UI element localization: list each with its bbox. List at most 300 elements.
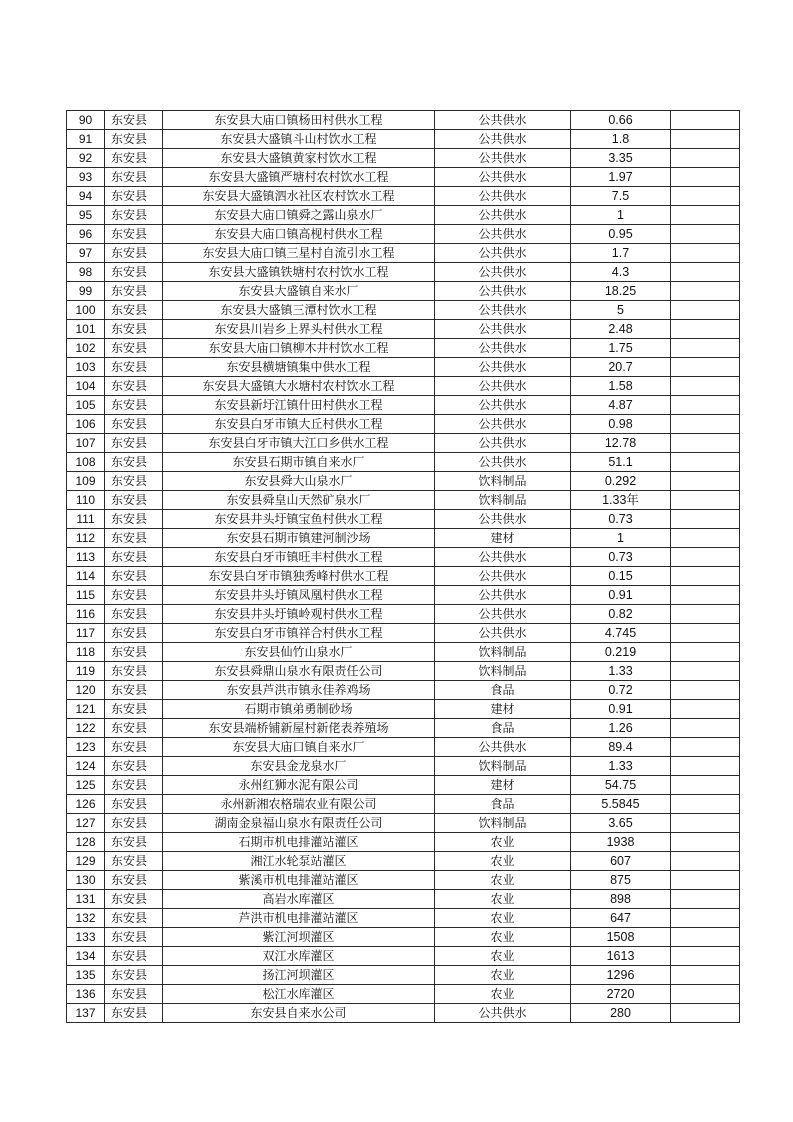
- project-name-cell: 东安县大庙口镇三星村自流引水工程: [163, 244, 435, 263]
- table-body: [67, 111, 740, 1023]
- table-row: [67, 244, 740, 263]
- project-name-cell: 东安县芦洪市镇永佳养鸡场: [163, 681, 435, 700]
- project-name-cell: 东安县大盛镇铁塘村农村饮水工程: [163, 263, 435, 282]
- usage-type-cell: 公共供水: [435, 206, 571, 225]
- value-cell: 0.73: [571, 510, 671, 529]
- project-name-cell: 东安县川岩乡上界头村供水工程: [163, 320, 435, 339]
- project-name-cell: 东安县石期市镇自来水厂: [163, 453, 435, 472]
- county-cell: 东安县: [105, 890, 163, 909]
- row-number-cell: 99: [67, 282, 105, 301]
- row-number-cell: 129: [67, 852, 105, 871]
- table-row: [67, 529, 740, 548]
- table-row: [67, 909, 740, 928]
- usage-type-cell: 公共供水: [435, 396, 571, 415]
- project-name-cell: 湖南金泉福山泉水有限责任公司: [163, 814, 435, 833]
- value-cell: 1.26: [571, 719, 671, 738]
- table-row: [67, 586, 740, 605]
- table-row: [67, 187, 740, 206]
- value-cell: 1.7: [571, 244, 671, 263]
- value-cell: 51.1: [571, 453, 671, 472]
- row-number-cell: 118: [67, 643, 105, 662]
- project-name-cell: 东安县端桥铺新屋村新佬表养殖场: [163, 719, 435, 738]
- note-cell: [671, 453, 740, 472]
- usage-type-cell: 饮料制品: [435, 491, 571, 510]
- value-cell: 0.72: [571, 681, 671, 700]
- project-name-cell: 东安县井头圩镇宝鱼村供水工程: [163, 510, 435, 529]
- project-name-cell: 紫江河坝灌区: [163, 928, 435, 947]
- row-number-cell: 95: [67, 206, 105, 225]
- value-cell: 1: [571, 206, 671, 225]
- usage-type-cell: 农业: [435, 890, 571, 909]
- usage-type-cell: 公共供水: [435, 434, 571, 453]
- row-number-cell: 102: [67, 339, 105, 358]
- county-cell: 东安县: [105, 510, 163, 529]
- value-cell: 0.95: [571, 225, 671, 244]
- county-cell: 东安县: [105, 453, 163, 472]
- note-cell: [671, 510, 740, 529]
- usage-type-cell: 公共供水: [435, 453, 571, 472]
- value-cell: 1.33: [571, 662, 671, 681]
- table-row: [67, 700, 740, 719]
- note-cell: [671, 567, 740, 586]
- row-number-cell: 96: [67, 225, 105, 244]
- county-cell: 东安县: [105, 415, 163, 434]
- project-name-cell: 东安县舜皇山天然矿泉水厂: [163, 491, 435, 510]
- value-cell: 1.58: [571, 377, 671, 396]
- value-cell: 7.5: [571, 187, 671, 206]
- table-row: [67, 548, 740, 567]
- usage-type-cell: 食品: [435, 795, 571, 814]
- project-name-cell: 东安县石期市镇建河制沙场: [163, 529, 435, 548]
- note-cell: [671, 491, 740, 510]
- value-cell: 280: [571, 1004, 671, 1023]
- value-cell: 2720: [571, 985, 671, 1004]
- value-cell: 0.292: [571, 472, 671, 491]
- note-cell: [671, 700, 740, 719]
- note-cell: [671, 909, 740, 928]
- row-number-cell: 119: [67, 662, 105, 681]
- value-cell: 0.15: [571, 567, 671, 586]
- value-cell: 647: [571, 909, 671, 928]
- note-cell: [671, 377, 740, 396]
- county-cell: 东安县: [105, 358, 163, 377]
- project-name-cell: 东安县大庙口镇柳木井村饮水工程: [163, 339, 435, 358]
- usage-type-cell: 公共供水: [435, 168, 571, 187]
- row-number-cell: 134: [67, 947, 105, 966]
- value-cell: 3.65: [571, 814, 671, 833]
- table-row: [67, 415, 740, 434]
- row-number-cell: 130: [67, 871, 105, 890]
- usage-type-cell: 公共供水: [435, 377, 571, 396]
- usage-type-cell: 公共供水: [435, 605, 571, 624]
- table-row: [67, 928, 740, 947]
- usage-type-cell: 农业: [435, 871, 571, 890]
- value-cell: 4.745: [571, 624, 671, 643]
- row-number-cell: 92: [67, 149, 105, 168]
- row-number-cell: 116: [67, 605, 105, 624]
- value-cell: 89.4: [571, 738, 671, 757]
- row-number-cell: 115: [67, 586, 105, 605]
- county-cell: 东安县: [105, 206, 163, 225]
- row-number-cell: 103: [67, 358, 105, 377]
- usage-type-cell: 食品: [435, 681, 571, 700]
- value-cell: 1.8: [571, 130, 671, 149]
- note-cell: [671, 605, 740, 624]
- usage-type-cell: 公共供水: [435, 225, 571, 244]
- row-number-cell: 93: [67, 168, 105, 187]
- usage-type-cell: 公共供水: [435, 358, 571, 377]
- county-cell: 东安县: [105, 833, 163, 852]
- table-row: [67, 776, 740, 795]
- value-cell: 4.3: [571, 263, 671, 282]
- county-cell: 东安县: [105, 472, 163, 491]
- county-cell: 东安县: [105, 567, 163, 586]
- note-cell: [671, 415, 740, 434]
- row-number-cell: 122: [67, 719, 105, 738]
- usage-type-cell: 公共供水: [435, 111, 571, 130]
- row-number-cell: 111: [67, 510, 105, 529]
- note-cell: [671, 225, 740, 244]
- project-name-cell: 双江水库灌区: [163, 947, 435, 966]
- usage-type-cell: 公共供水: [435, 586, 571, 605]
- table-row: [67, 225, 740, 244]
- county-cell: 东安县: [105, 776, 163, 795]
- usage-type-cell: 公共供水: [435, 244, 571, 263]
- note-cell: [671, 776, 740, 795]
- project-name-cell: 东安县大盛镇严塘村农村饮水工程: [163, 168, 435, 187]
- value-cell: 0.91: [571, 586, 671, 605]
- usage-type-cell: 饮料制品: [435, 814, 571, 833]
- county-cell: 东安县: [105, 757, 163, 776]
- table-row: [67, 738, 740, 757]
- county-cell: 东安县: [105, 966, 163, 985]
- table-row: [67, 985, 740, 1004]
- usage-type-cell: 农业: [435, 947, 571, 966]
- county-cell: 东安县: [105, 396, 163, 415]
- county-cell: 东安县: [105, 149, 163, 168]
- table-row: [67, 301, 740, 320]
- value-cell: 898: [571, 890, 671, 909]
- value-cell: 20.7: [571, 358, 671, 377]
- value-cell: 1508: [571, 928, 671, 947]
- row-number-cell: 94: [67, 187, 105, 206]
- value-cell: 0.82: [571, 605, 671, 624]
- county-cell: 东安县: [105, 168, 163, 187]
- note-cell: [671, 947, 740, 966]
- note-cell: [671, 396, 740, 415]
- project-name-cell: 东安县白牙市镇祥合村供水工程: [163, 624, 435, 643]
- table-row: [67, 1004, 740, 1023]
- usage-type-cell: 饮料制品: [435, 757, 571, 776]
- county-cell: 东安县: [105, 814, 163, 833]
- project-name-cell: 东安县井头圩镇岭观村供水工程: [163, 605, 435, 624]
- table-row: [67, 814, 740, 833]
- county-cell: 东安县: [105, 339, 163, 358]
- project-name-cell: 紫溪市机电排灌站灌区: [163, 871, 435, 890]
- usage-type-cell: 公共供水: [435, 282, 571, 301]
- county-cell: 东安县: [105, 985, 163, 1004]
- county-cell: 东安县: [105, 643, 163, 662]
- project-name-cell: 东安县大盛镇黄家村饮水工程: [163, 149, 435, 168]
- table-row: [67, 681, 740, 700]
- county-cell: 东安县: [105, 700, 163, 719]
- table-row: [67, 396, 740, 415]
- table-row: [67, 149, 740, 168]
- table-row: [67, 795, 740, 814]
- county-cell: 东安县: [105, 377, 163, 396]
- project-name-cell: 松江水库灌区: [163, 985, 435, 1004]
- usage-type-cell: 公共供水: [435, 187, 571, 206]
- county-cell: 东安县: [105, 795, 163, 814]
- table-row: [67, 263, 740, 282]
- county-cell: 东安县: [105, 947, 163, 966]
- row-number-cell: 135: [67, 966, 105, 985]
- table-row: [67, 206, 740, 225]
- usage-type-cell: 公共供水: [435, 510, 571, 529]
- row-number-cell: 106: [67, 415, 105, 434]
- table-row: [67, 320, 740, 339]
- project-name-cell: 东安县大庙口镇舜之露山泉水厂: [163, 206, 435, 225]
- table-row: [67, 377, 740, 396]
- project-name-cell: 东安县白牙市镇独秀峰村供水工程: [163, 567, 435, 586]
- value-cell: 1296: [571, 966, 671, 985]
- table-row: [67, 643, 740, 662]
- county-cell: 东安县: [105, 605, 163, 624]
- project-name-cell: 石期市机电排灌站灌区: [163, 833, 435, 852]
- row-number-cell: 114: [67, 567, 105, 586]
- note-cell: [671, 548, 740, 567]
- table-row: [67, 871, 740, 890]
- usage-type-cell: 公共供水: [435, 738, 571, 757]
- table-row: [67, 662, 740, 681]
- project-name-cell: 东安县大庙口镇自来水厂: [163, 738, 435, 757]
- project-name-cell: 东安县井头圩镇凤凰村供水工程: [163, 586, 435, 605]
- note-cell: [671, 320, 740, 339]
- table-row: [67, 491, 740, 510]
- row-number-cell: 133: [67, 928, 105, 947]
- value-cell: 0.219: [571, 643, 671, 662]
- row-number-cell: 121: [67, 700, 105, 719]
- row-number-cell: 100: [67, 301, 105, 320]
- usage-type-cell: 公共供水: [435, 415, 571, 434]
- row-number-cell: 123: [67, 738, 105, 757]
- row-number-cell: 91: [67, 130, 105, 149]
- value-cell: 5: [571, 301, 671, 320]
- usage-type-cell: 公共供水: [435, 320, 571, 339]
- table-row: [67, 567, 740, 586]
- value-cell: 4.87: [571, 396, 671, 415]
- note-cell: [671, 833, 740, 852]
- county-cell: 东安县: [105, 225, 163, 244]
- note-cell: [671, 852, 740, 871]
- usage-type-cell: 建材: [435, 700, 571, 719]
- project-name-cell: 东安县仙竹山泉水厂: [163, 643, 435, 662]
- row-number-cell: 120: [67, 681, 105, 700]
- project-name-cell: 石期市镇弟勇制砂场: [163, 700, 435, 719]
- water-intake-table: [66, 110, 740, 1023]
- project-name-cell: 湘江水轮泵站灌区: [163, 852, 435, 871]
- table-row: [67, 472, 740, 491]
- note-cell: [671, 738, 740, 757]
- county-cell: 东安县: [105, 871, 163, 890]
- table-row: [67, 890, 740, 909]
- table-row: [67, 966, 740, 985]
- county-cell: 东安县: [105, 244, 163, 263]
- value-cell: 12.78: [571, 434, 671, 453]
- project-name-cell: 芦洪市机电排灌站灌区: [163, 909, 435, 928]
- table-row: [67, 130, 740, 149]
- project-name-cell: 东安县白牙市镇大丘村供水工程: [163, 415, 435, 434]
- project-name-cell: 东安县大盛镇三潭村饮水工程: [163, 301, 435, 320]
- value-cell: 1938: [571, 833, 671, 852]
- row-number-cell: 124: [67, 757, 105, 776]
- county-cell: 东安县: [105, 263, 163, 282]
- row-number-cell: 136: [67, 985, 105, 1004]
- project-name-cell: 东安县大盛镇斗山村饮水工程: [163, 130, 435, 149]
- note-cell: [671, 358, 740, 377]
- county-cell: 东安县: [105, 434, 163, 453]
- row-number-cell: 132: [67, 909, 105, 928]
- note-cell: [671, 871, 740, 890]
- note-cell: [671, 890, 740, 909]
- county-cell: 东安县: [105, 662, 163, 681]
- table-row: [67, 510, 740, 529]
- row-number-cell: 112: [67, 529, 105, 548]
- table-row: [67, 852, 740, 871]
- table-row: [67, 434, 740, 453]
- usage-type-cell: 食品: [435, 719, 571, 738]
- note-cell: [671, 795, 740, 814]
- county-cell: 东安县: [105, 301, 163, 320]
- table-row: [67, 719, 740, 738]
- value-cell: 1.97: [571, 168, 671, 187]
- county-cell: 东安县: [105, 111, 163, 130]
- table-row: [67, 358, 740, 377]
- value-cell: 3.35: [571, 149, 671, 168]
- project-name-cell: 高岩水库灌区: [163, 890, 435, 909]
- project-name-cell: 东安县大庙口镇高枧村供水工程: [163, 225, 435, 244]
- note-cell: [671, 168, 740, 187]
- value-cell: 1.33年: [571, 491, 671, 510]
- usage-type-cell: 公共供水: [435, 567, 571, 586]
- note-cell: [671, 339, 740, 358]
- usage-type-cell: 农业: [435, 833, 571, 852]
- row-number-cell: 108: [67, 453, 105, 472]
- project-name-cell: 东安县金龙泉水厂: [163, 757, 435, 776]
- value-cell: 607: [571, 852, 671, 871]
- project-name-cell: 东安县大盛镇大水塘村农村饮水工程: [163, 377, 435, 396]
- usage-type-cell: 公共供水: [435, 301, 571, 320]
- row-number-cell: 110: [67, 491, 105, 510]
- note-cell: [671, 472, 740, 491]
- note-cell: [671, 681, 740, 700]
- note-cell: [671, 130, 740, 149]
- value-cell: 2.48: [571, 320, 671, 339]
- usage-type-cell: 建材: [435, 776, 571, 795]
- value-cell: 1: [571, 529, 671, 548]
- project-name-cell: 东安县自来水公司: [163, 1004, 435, 1023]
- county-cell: 东安县: [105, 852, 163, 871]
- note-cell: [671, 434, 740, 453]
- county-cell: 东安县: [105, 491, 163, 510]
- project-name-cell: 东安县新圩江镇什田村供水工程: [163, 396, 435, 415]
- value-cell: 1.33: [571, 757, 671, 776]
- county-cell: 东安县: [105, 1004, 163, 1023]
- county-cell: 东安县: [105, 909, 163, 928]
- row-number-cell: 131: [67, 890, 105, 909]
- project-name-cell: 东安县大庙口镇杨田村供水工程: [163, 111, 435, 130]
- project-name-cell: 永州新湘农格瑞农业有限公司: [163, 795, 435, 814]
- note-cell: [671, 814, 740, 833]
- note-cell: [671, 985, 740, 1004]
- value-cell: 0.98: [571, 415, 671, 434]
- note-cell: [671, 301, 740, 320]
- county-cell: 东安县: [105, 187, 163, 206]
- value-cell: 1613: [571, 947, 671, 966]
- table-row: [67, 833, 740, 852]
- county-cell: 东安县: [105, 586, 163, 605]
- note-cell: [671, 187, 740, 206]
- row-number-cell: 113: [67, 548, 105, 567]
- value-cell: 0.73: [571, 548, 671, 567]
- note-cell: [671, 928, 740, 947]
- note-cell: [671, 643, 740, 662]
- value-cell: 0.91: [571, 700, 671, 719]
- row-number-cell: 104: [67, 377, 105, 396]
- row-number-cell: 128: [67, 833, 105, 852]
- usage-type-cell: 公共供水: [435, 263, 571, 282]
- row-number-cell: 107: [67, 434, 105, 453]
- county-cell: 东安县: [105, 548, 163, 567]
- row-number-cell: 101: [67, 320, 105, 339]
- table-row: [67, 282, 740, 301]
- county-cell: 东安县: [105, 738, 163, 757]
- project-name-cell: 东安县舜大山泉水厂: [163, 472, 435, 491]
- note-cell: [671, 662, 740, 681]
- row-number-cell: 117: [67, 624, 105, 643]
- note-cell: [671, 244, 740, 263]
- usage-type-cell: 农业: [435, 966, 571, 985]
- note-cell: [671, 586, 740, 605]
- note-cell: [671, 282, 740, 301]
- usage-type-cell: 饮料制品: [435, 472, 571, 491]
- table-row: [67, 168, 740, 187]
- row-number-cell: 126: [67, 795, 105, 814]
- usage-type-cell: 公共供水: [435, 130, 571, 149]
- value-cell: 18.25: [571, 282, 671, 301]
- county-cell: 东安县: [105, 681, 163, 700]
- project-name-cell: 东安县大盛镇自来水厂: [163, 282, 435, 301]
- usage-type-cell: 饮料制品: [435, 643, 571, 662]
- project-name-cell: 东安县舜鼎山泉水有限责任公司: [163, 662, 435, 681]
- row-number-cell: 125: [67, 776, 105, 795]
- value-cell: 5.5845: [571, 795, 671, 814]
- note-cell: [671, 1004, 740, 1023]
- project-name-cell: 东安县白牙市镇大江口乡供水工程: [163, 434, 435, 453]
- table-row: [67, 339, 740, 358]
- project-name-cell: 扬江河坝灌区: [163, 966, 435, 985]
- note-cell: [671, 966, 740, 985]
- county-cell: 东安县: [105, 529, 163, 548]
- table-row: [67, 111, 740, 130]
- note-cell: [671, 206, 740, 225]
- usage-type-cell: 农业: [435, 928, 571, 947]
- usage-type-cell: 公共供水: [435, 149, 571, 168]
- value-cell: 1.75: [571, 339, 671, 358]
- county-cell: 东安县: [105, 624, 163, 643]
- note-cell: [671, 624, 740, 643]
- usage-type-cell: 农业: [435, 852, 571, 871]
